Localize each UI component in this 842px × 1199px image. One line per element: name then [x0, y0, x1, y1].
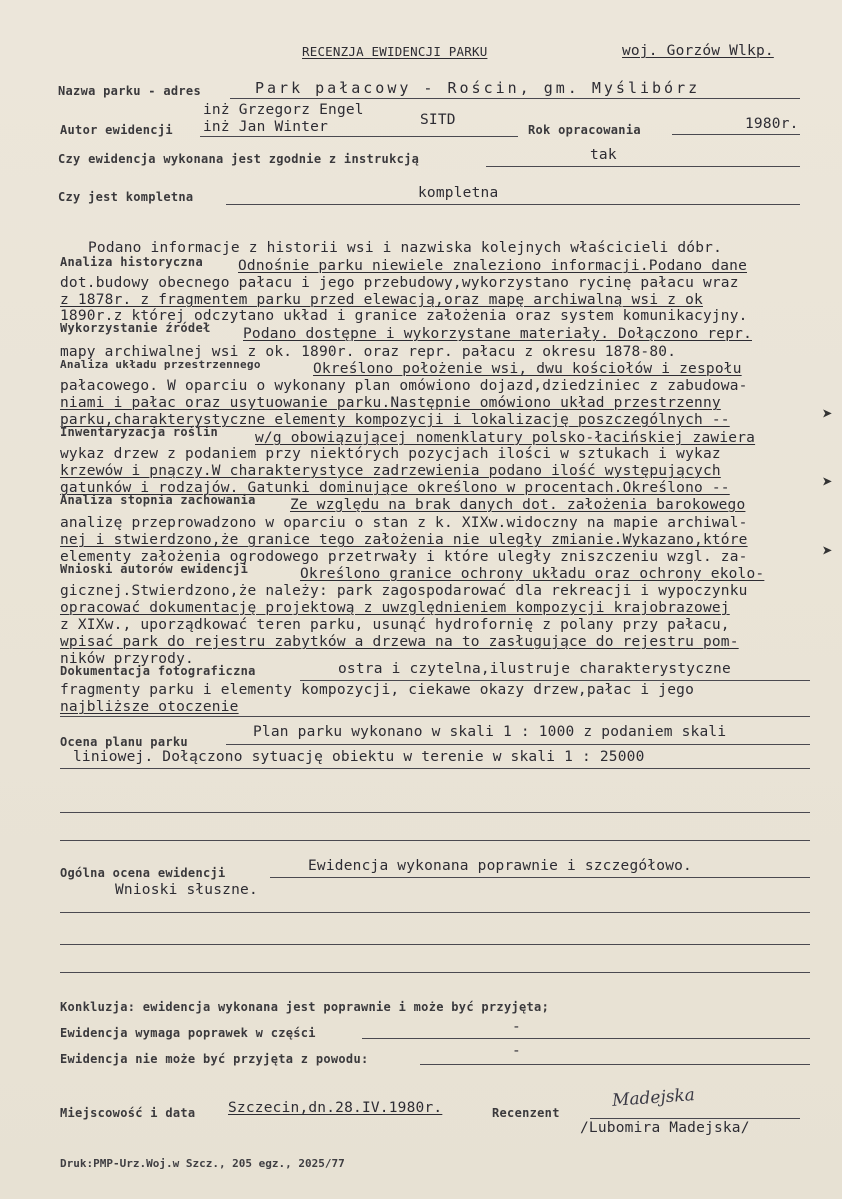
rule-line	[270, 877, 810, 878]
rule-line	[60, 716, 810, 717]
instruction-label: Czy ewidencja wykonana jest zgodnie z instrukcją	[58, 152, 420, 166]
history-line-4: 1890r.z której odczytano układ i granice założenia oraz system komunikacyjny.	[60, 308, 748, 324]
print-info: Druk:PMP-Urz.Woj.w Szcz., 205 egz., 2025/77	[60, 1157, 345, 1170]
rule-line	[60, 812, 810, 813]
conclusions-line-4: z XIXw., uporządkować teren parku, usunąć hydrofornię z polany przy pałacu,	[60, 617, 730, 633]
history-line-2: dot.budowy obecnego pałacu i jego przebudowy,wykorzystano rycinę pałacu wraz	[60, 275, 739, 291]
corrections-label: Ewidencja wymaga poprawek w części	[60, 1026, 316, 1040]
sources-line-2: mapy archiwalnej wsi z ok. 1890r. oraz repr. pałacu z okresu 1878-80.	[60, 344, 677, 360]
conclusion-statement: Konkluzja: ewidencja wykonana jest poprawnie i może być przyjęta;	[60, 1000, 550, 1014]
rule-line	[60, 768, 810, 769]
spatial-line-2: pałacowego. W oparciu o wykonany plan omówiono dojazd,dziedziniec z zabudowa-	[60, 378, 748, 394]
history-line-1: Odnośnie parku niewiele znaleziono informacji.Podano dane	[238, 258, 747, 274]
rule-line	[60, 840, 810, 841]
photo-line	[300, 680, 810, 681]
plan-label: Ocena planu parku	[60, 735, 188, 749]
state-line-3: nej i stwierdzono,że granice tego założenia nie uległy zmianie.Wykazano,które	[60, 532, 748, 548]
intro-text: Podano informacje z historii wsi i nazwiska kolejnych właścicieli dóbr.	[88, 240, 723, 256]
document-title: RECENZJA EWIDENCJI PARKU	[302, 44, 488, 59]
conclusions-line-6: ników przyrody.	[60, 651, 194, 667]
overall-line-2: Wnioski słuszne.	[115, 882, 258, 898]
rejection-dash: -	[512, 1043, 521, 1059]
conclusions-line-2: gicznej.Stwierdzono,że należy: park zagospodarować dla rekreacji i wypoczynku	[60, 583, 748, 599]
author-label: Autor ewidencji	[60, 123, 173, 137]
park-name-value: Park pałacowy - Rościn, gm. Myślibórz	[255, 79, 701, 97]
park-name-label: Nazwa parku - adres	[58, 84, 201, 98]
sources-label: Wykorzystanie źródeł	[60, 321, 211, 335]
plants-line-3: krzewów i pnączy.W charakterystyce zadrzewienia podano ilość występujących	[60, 463, 721, 479]
history-label: Analiza historyczna	[60, 255, 203, 269]
signature-line	[590, 1118, 800, 1119]
author-line-1: inż Grzegorz Engel	[203, 102, 364, 118]
overall-label: Ogólna ocena ewidencji	[60, 866, 226, 880]
rule-line	[60, 972, 810, 973]
park-name-line	[230, 98, 800, 99]
conclusions-line-3: opracować dokumentację projektową z uwzględnieniem kompozycji krajobrazowej	[60, 600, 730, 616]
author-line-2: inż Jan Winter	[203, 119, 329, 135]
state-line-2: analizę przeprowadzono w oparciu o stan z k. XIXw.widoczny na mapie archiwal-	[60, 515, 748, 531]
spatial-line-1: Określono położenie wsi, dwu kościołów i zespołu	[313, 361, 742, 377]
corrections-line	[362, 1038, 810, 1039]
photo-line-1: ostra i czytelna,ilustruje charakterystyczne	[338, 661, 731, 677]
history-line-3: z 1878r. z fragmentem parku przed elewacją,oraz mapę archiwalną wsi z ok	[60, 292, 703, 308]
place-date-value: Szczecin,dn.28.IV.1980r.	[228, 1100, 443, 1116]
plan-line-2: liniowej. Dołączono sytuację obiektu w terenie w skali 1 : 25000	[73, 749, 645, 765]
complete-label: Czy jest kompletna	[58, 190, 194, 204]
rejection-label: Ewidencja nie może być przyjęta z powodu:	[60, 1052, 369, 1066]
conclusions-line-5: wpisać park do rejestru zabytków a drzewa na to zasługujące do rejestru pom-	[60, 634, 739, 650]
state-label: Analiza stopnia zachowania	[60, 493, 256, 507]
year-line	[672, 134, 800, 135]
plants-line-2: wykaz drzew z podaniem przy niektórych pozycjach ilości w sztukach i wykaz	[60, 446, 721, 462]
instruction-line	[486, 166, 800, 167]
continuation-arrow-icon: ➤	[822, 472, 833, 493]
state-line-1: Ze względu na brak danych dot. założenia barokowego	[290, 497, 746, 513]
rule-line	[226, 744, 810, 745]
spatial-line-3: niami i pałac oraz usytuowanie parku.Następnie omówiono układ przestrzenny	[60, 395, 721, 411]
sources-line-1: Podano dostępne i wykorzystane materiały. Dołączono repr.	[243, 326, 752, 342]
state-line-4: elementy założenia ogrodowego przetrwały i które uległy zniszczeniu wzgl. za-	[60, 549, 748, 565]
spatial-label: Analiza układu przestrzennego	[60, 358, 261, 371]
conclusions-line-1: Określono granice ochrony układu oraz ochrony ekolo-	[300, 566, 765, 582]
plan-line-1: Plan parku wykonano w skali 1 : 1000 z podaniem skali	[253, 724, 727, 740]
year-value: 1980r.	[745, 116, 799, 132]
continuation-arrow-icon: ➤	[822, 404, 833, 425]
author-org: SITD	[420, 112, 456, 128]
photo-line-3: najbliższe otoczenie	[60, 699, 239, 715]
rule-line	[60, 912, 810, 913]
reviewer-name: /Lubomira Madejska/	[580, 1120, 750, 1136]
corrections-dash: -	[512, 1019, 521, 1035]
reviewer-signature: Madejska	[611, 1085, 696, 1111]
complete-value: kompletna	[418, 185, 499, 201]
year-label: Rok opracowania	[528, 123, 641, 137]
rule-line	[60, 944, 810, 945]
continuation-arrow-icon: ➤	[822, 541, 833, 562]
region-label: woj. Gorzów Wlkp.	[622, 43, 774, 59]
complete-line	[226, 204, 800, 205]
conclusions-label: Wnioski autorów ewidencji	[60, 562, 249, 576]
plants-line-4: gatunków i rodzajów. Gatunki dominujące określono w procentach.Określono --	[60, 480, 730, 496]
plants-label: Inwentaryzacja roślin	[60, 425, 219, 439]
rejection-line	[420, 1064, 810, 1065]
photo-label: Dokumentacja fotograficzna	[60, 664, 256, 678]
plants-line-1: w/g obowiązującej nomenklatury polsko-łacińskiej zawiera	[255, 430, 756, 446]
overall-line-1: Ewidencja wykonana poprawnie i szczegółowo.	[308, 858, 692, 874]
spatial-line-4: parku,charakterystyczne elementy kompozycji i lokalizację poszczególnych --	[60, 412, 730, 428]
photo-line-2: fragmenty parku i elementy kompozycji, ciekawe okazy drzew,pałac i jego	[60, 682, 695, 698]
reviewer-label: Recenzent	[492, 1106, 560, 1120]
place-date-label: Miejscowość i data	[60, 1106, 196, 1120]
instruction-value: tak	[590, 147, 617, 163]
author-line	[200, 136, 518, 137]
